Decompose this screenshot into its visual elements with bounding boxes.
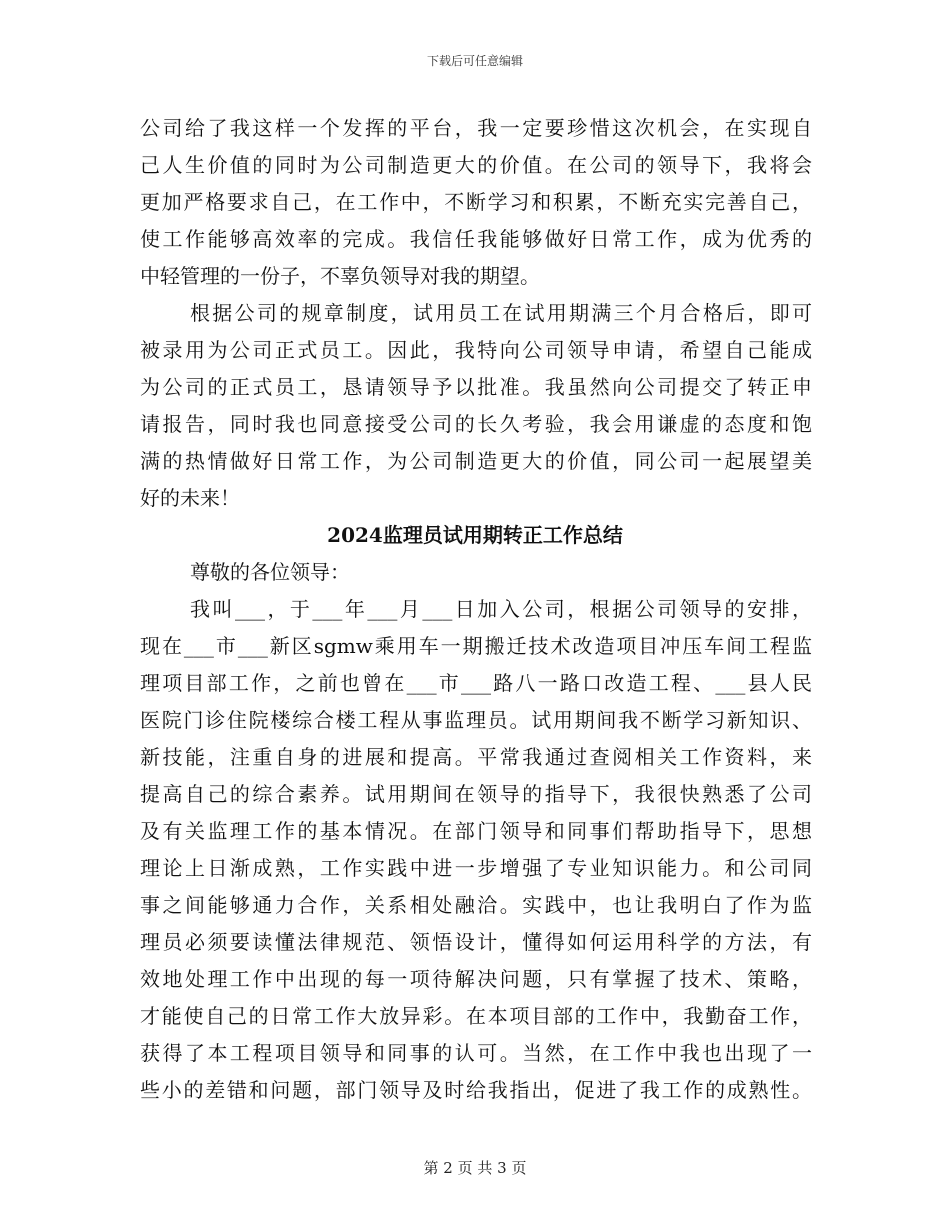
paragraph-3-line-4: 医院门诊住院楼综合楼工程从事监理员。试用期间我不断学习新知识、 [140, 708, 812, 732]
paragraph-3-line-1: 我叫___，于___年___月___日加入公司，根据公司领导的安排， [190, 597, 812, 621]
paragraph-3-line-5: 新技能，注重自身的进展和提高。平常我通过查阅相关工作资料，来 [140, 745, 812, 769]
paragraph-3-line-12: 才能使自己的日常工作大放异彩。在本项目部的工作中，我勤奋工作， [140, 1004, 812, 1028]
paragraph-2-line-6: 好的未来！ [140, 486, 240, 510]
paragraph-1-line-5: 中轻管理的一份子，不辜负领导对我的期望。 [140, 264, 540, 288]
paragraph-3-line-9: 事之间能够通力合作，关系相处融洽。实践中，也让我明白了作为监 [140, 893, 812, 917]
paragraph-3-line-8: 理论上日渐成熟，工作实践中进一步增强了专业知识能力。和公司同 [140, 856, 812, 880]
section-title: 2024监理员试用期转正工作总结 [327, 523, 623, 547]
salutation: 尊敬的各位领导： [190, 560, 350, 584]
paragraph-2-line-5: 满的热情做好日常工作，为公司制造更大的价值，同公司一起展望美 [140, 449, 812, 473]
paragraph-3-line-10: 理员必须要读懂法律规范、领悟设计，懂得如何运用科学的方法，有 [140, 930, 812, 954]
paragraph-3-line-11: 效地处理工作中出现的每一项待解决问题，只有掌握了技术、策略， [140, 967, 812, 991]
paragraph-3-line-13: 获得了本工程项目领导和同事的认可。当然，在工作中我也出现了一 [140, 1041, 812, 1065]
page-header: 下载后可任意编辑 [426, 54, 523, 68]
paragraph-1-line-2: 己人生价值的同时为公司制造更大的价值。在公司的领导下，我将会 [140, 153, 812, 177]
page-footer: 第 2 页 共 3 页 [423, 1159, 527, 1177]
paragraph-1-line-4: 使工作能够高效率的完成。我信任我能够做好日常工作，成为优秀的 [140, 227, 812, 251]
paragraph-1-line-1: 公司给了我这样一个发挥的平台，我一定要珍惜这次机会，在实现自 [140, 116, 812, 140]
paragraph-2-line-2: 被录用为公司正式员工。因此，我特向公司领导申请，希望自己能成 [140, 338, 812, 362]
paragraph-3-line-3: 理项目部工作，之前也曾在___市___路八一路口改造工程、___县人民 [140, 671, 812, 695]
paragraph-1-line-3: 更加严格要求自己，在工作中，不断学习和积累，不断充实完善自己， [140, 190, 812, 214]
paragraph-3-line-2: 现在___市___新区sgmw乘用车一期搬迁技术改造项目冲压车间工程监 [140, 634, 812, 658]
paragraph-3-line-6: 提高自己的综合素养。试用期间在领导的指导下，我很快熟悉了公司 [140, 782, 812, 806]
paragraph-2-line-3: 为公司的正式员工，恳请领导予以批准。我虽然向公司提交了转正申 [140, 375, 812, 399]
paragraph-3-line-14: 些小的差错和问题，部门领导及时给我指出，促进了我工作的成熟性。 [140, 1078, 812, 1102]
paragraph-3-line-7: 及有关监理工作的基本情况。在部门领导和同事们帮助指导下，思想 [140, 819, 812, 843]
paragraph-2-line-4: 请报告，同时我也同意接受公司的长久考验，我会用谦虚的态度和饱 [140, 412, 812, 436]
paragraph-2-line-1: 根据公司的规章制度，试用员工在试用期满三个月合格后，即可 [190, 301, 812, 325]
